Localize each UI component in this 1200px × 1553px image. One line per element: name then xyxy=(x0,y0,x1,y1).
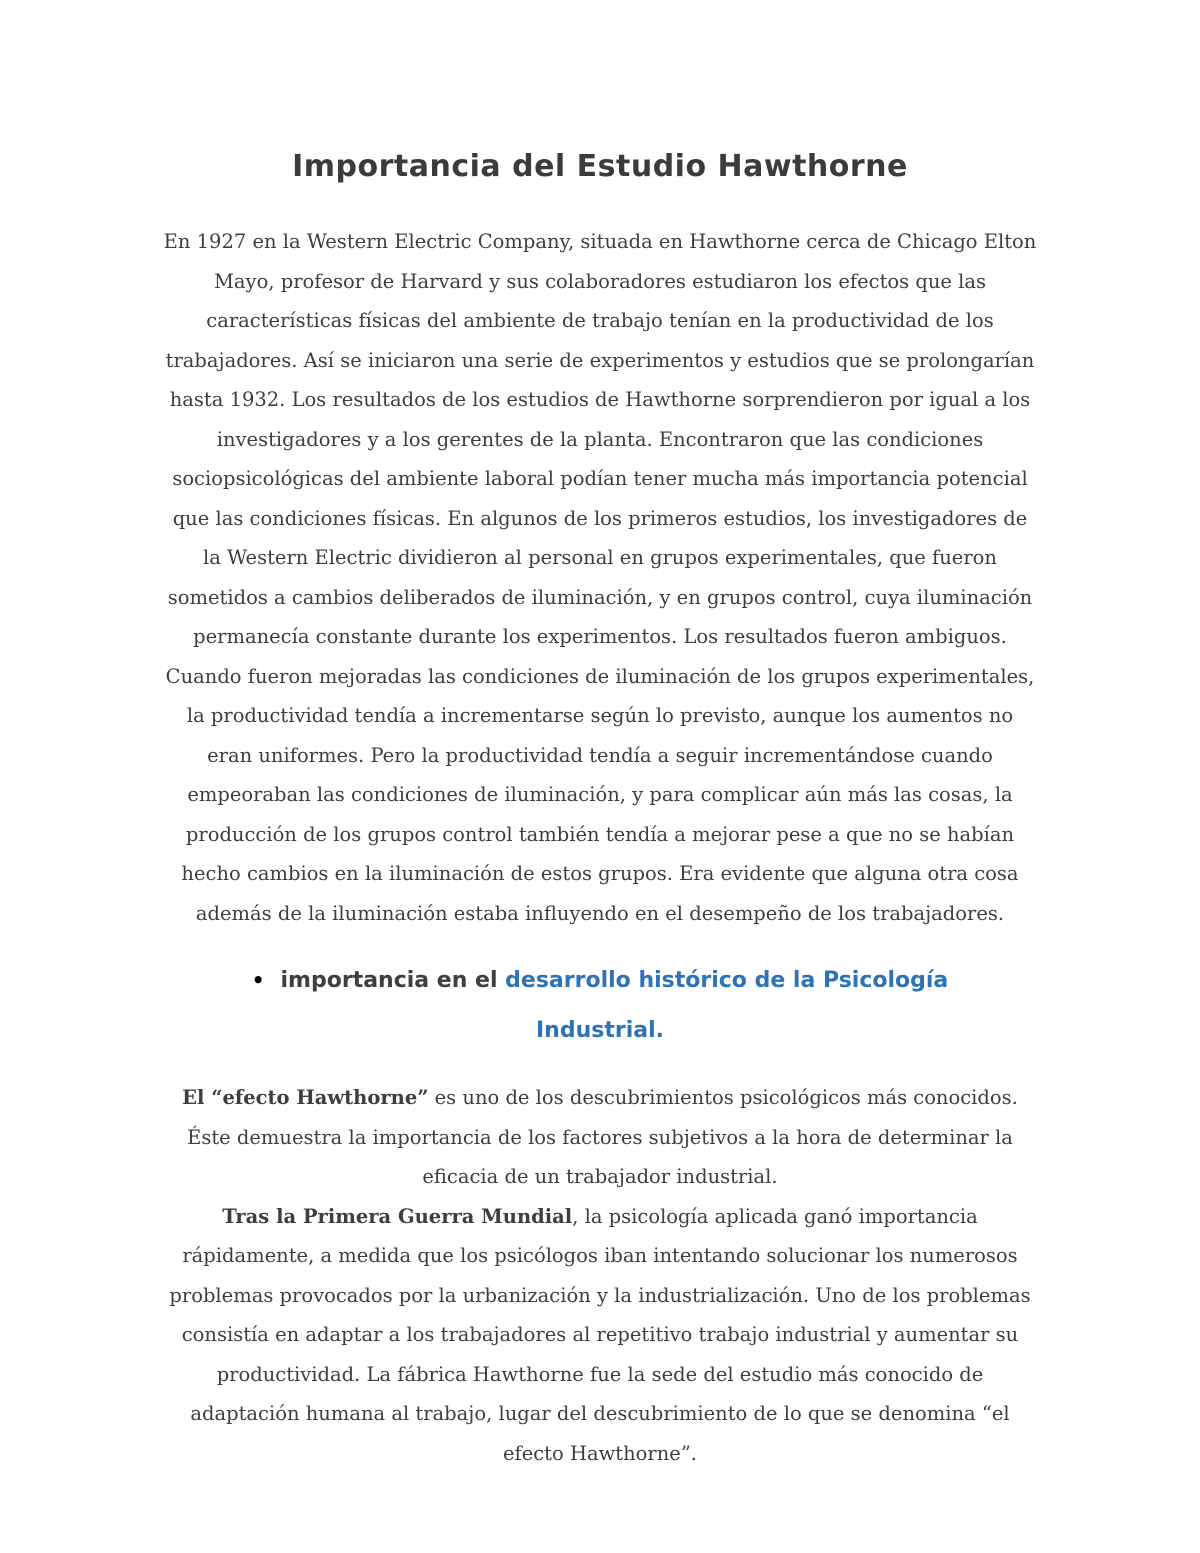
paragraph-posguerra-bold: Tras la Primera Guerra Mundial xyxy=(222,1204,573,1228)
paragraph-efecto-hawthorne-bold: El “efecto Hawthorne” xyxy=(182,1086,429,1109)
bullet-heading-highlight: desarrollo histórico de la Psicología Industrial. xyxy=(505,968,949,1043)
paragraph-posguerra-rest: , la psicología aplicada ganó importancia rápidamente, a medida que los psicólogos iban intentando solucionar los numerosos problemas provocados por la urbanización y la industrialización. Uno de los problemas consistía en adaptar a los trabajadores al repetitivo trabajo industrial y aumentar su productividad. La fábrica Hawthorne fue la sede del estudio más conocido de adaptación humana al trabajo, lugar del descubrimiento de lo que se denomina “el efecto Hawthorne”. xyxy=(169,1204,1031,1465)
document-title: Importancia del Estudio Hawthorne xyxy=(292,149,908,184)
bullet-heading-prefix: importancia en el xyxy=(280,968,506,993)
paragraph-hawthorne-study: En 1927 en la Western Electric Company, situada en Hawthorne cerca de Chicago Elton Mayo, profesor de Harvard y sus colaboradores estudiaron los efectos que las características físicas del ambiente de trabajo tenían en la productividad de los trabajadores. Así se iniciaron una serie de experimentos y estudios que se prolongarían hasta 1932. Los resultados de los estudios de Hawthorne sorprendieron por igual a los investigadores y a los gerentes de la planta. Encontraron que las condiciones sociopsicológicas del ambiente laboral podían tener mucha más importancia potencial que las condiciones físicas. En algunos de los primeros estudios, los investigadores de la Western Electric dividieron al personal en grupos experimentales, que fueron sometidos a cambios deliberados de iluminación, y en grupos control, cuya iluminación permanecía constante durante los experimentos. Los resultados fueron ambiguos. Cuando fueron mejoradas las condiciones de iluminación de los grupos experimentales, la productividad tendía a incrementarse según lo previsto, aunque los aumentos no eran uniformes. Pero la productividad tendía a seguir incrementándose cuando empeoraban las condiciones de iluminación, y para complicar aún más las cosas, la producción de los grupos control también tendía a mejorar pese a que no se habían hecho cambios en la iluminación de estos grupos. Era evidente que alguna otra cosa además de la iluminación estaba influyendo en el desempeño de los trabajadores. xyxy=(163,230,1037,925)
paragraph-efecto-hawthorne-rest: es uno de los descubrimientos psicológicos más conocidos. Éste demuestra la importancia de los factores subjetivos a la hora de determinar la eficacia de un trabajador industrial. xyxy=(187,1086,1018,1188)
bullet-icon: • xyxy=(251,968,265,992)
paragraph-efecto-hawthorne xyxy=(163,1078,1037,1197)
bullet-heading xyxy=(230,955,970,1056)
paragraph-posguerra xyxy=(163,1197,1037,1474)
